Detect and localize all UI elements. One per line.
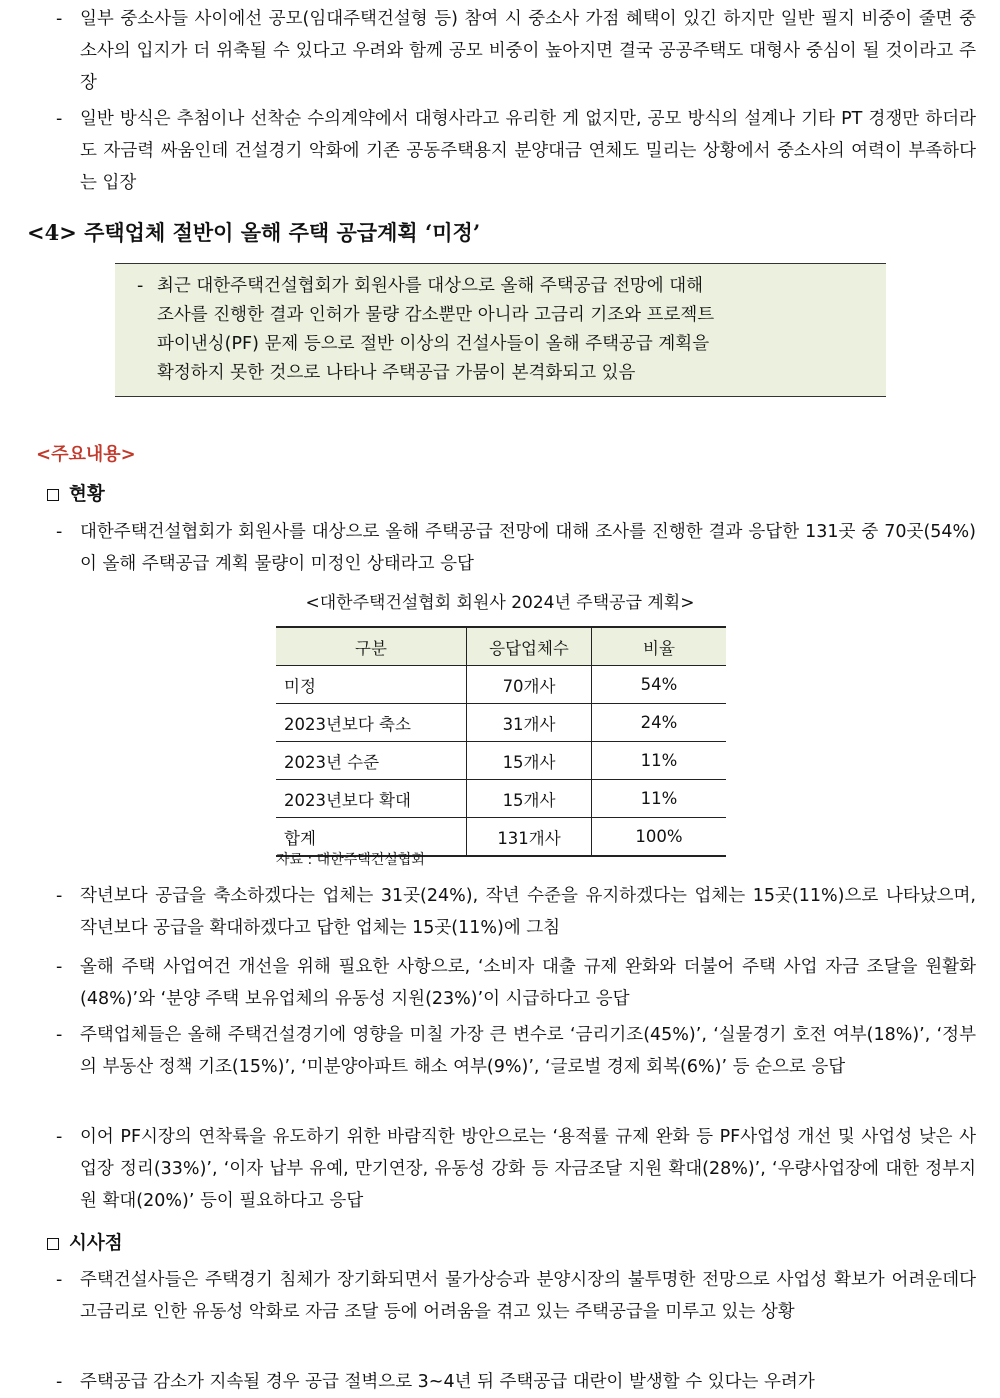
summary-line-4: 확정하지 못한 것으로 나타나 주택공급 가뭄이 본격화되고 있음 <box>157 363 636 383</box>
table-cell: 54% <box>592 666 727 704</box>
table-row <box>276 666 726 704</box>
table-cell: 131개사 <box>467 818 592 857</box>
table-header-row <box>276 627 726 666</box>
status-bullet-3 <box>56 1019 976 1083</box>
bullet-text: 작년보다 공급을 축소하겠다는 업체는 31곳(24%), 작년 수준을 유지하겠다는 업체는 15곳(11%)으로 나타났으며, 작년보다 공급을 확대하겠다고 답한 업체는 15곳(11%)에 그침 <box>80 886 976 938</box>
bullet-dash: - <box>137 276 144 296</box>
table-row <box>276 780 726 818</box>
table-cell: 미정 <box>276 666 467 704</box>
table-row <box>276 742 726 780</box>
table-cell: 100% <box>592 818 727 857</box>
main-content-label: <주요내용> <box>36 444 136 465</box>
status-bullet-2 <box>56 951 976 1015</box>
top-bullet-1 <box>56 3 976 99</box>
bullet-text: 주택건설사들은 주택경기 침체가 장기화되면서 물가상승과 분양시장의 불투명한 전망으로 사업성 확보가 어려운데다 고금리로 인한 유동성 악화로 자금 조달 등에 어려움을 겪고 있는 주택공급을 미루고 있는 상황 <box>80 1270 976 1322</box>
status-intro-bullet <box>56 516 976 580</box>
implications-bullet-2 <box>56 1366 976 1398</box>
table-cell: 31개사 <box>467 704 592 742</box>
table-header-cell: 구분 <box>276 627 467 666</box>
bullet-text: 일반 방식은 추첨이나 선착순 수의계약에서 대형사라고 유리한 게 없지만, 공모 방식의 설계나 기타 PT 경쟁만 하더라도 자금력 싸움인데 건설경기 악화에 기존 공동주택용지 분양대금 연체도 밀리는 상황에서 중소사의 여력이 부족하다는 입장 <box>80 109 976 193</box>
table-row <box>276 704 726 742</box>
bullet-text: 올해 주택 사업여건 개선을 위해 필요한 사항으로, ‘소비자 대출 규제 완화와 더불어 주택 사업 자금 조달을 원활화(48%)’와 ‘분양 주택 보유업체의 유동성 지원(23%)’이 시급하다고 응답 <box>80 957 976 1009</box>
table-cell: 15개사 <box>467 742 592 780</box>
table-caption: <대한주택건설협회 회원사 2024년 주택공급 계획> <box>305 593 695 613</box>
bullet-text: 주택공급 감소가 지속될 경우 공급 절벽으로 3~4년 뒤 주택공급 대란이 발생할 수 있다는 우려가 <box>80 1372 815 1392</box>
table-source: 자료 : 대한주택건설협회 <box>276 852 425 868</box>
status-bullet-1 <box>56 880 976 944</box>
status-heading: 현황 <box>47 482 105 508</box>
top-bullet-2 <box>56 103 976 199</box>
bullet-dash: - <box>56 522 63 542</box>
table-cell: 2023년보다 확대 <box>276 780 467 818</box>
summary-line-1: - 최근 대한주택건설협회가 회원사를 대상으로 올해 주택공급 전망에 대해 <box>137 272 866 301</box>
table-cell: 2023년보다 축소 <box>276 704 467 742</box>
table-cell: 15개사 <box>467 780 592 818</box>
bullet-dash: - <box>56 9 63 29</box>
bullet-dash: - <box>56 957 63 977</box>
checkbox-square-icon <box>47 1238 59 1250</box>
bullet-dash: - <box>56 1372 63 1392</box>
bullet-text: 주택업체들은 올해 주택건설경기에 영향을 미칠 가장 큰 변수로 ‘금리기조(45%)’, ‘실물경기 호전 여부(18%)’, ‘정부의 부동산 정책 기조(15%)’, ‘미분양아파트 해소 여부(9%)’, ‘글로벌 경제 회복(6%)’ 등 순으로 응답 <box>80 1025 976 1077</box>
bullet-text: 대한주택건설협회가 회원사를 대상으로 올해 주택공급 전망에 대해 조사를 진행한 결과 응답한 131곳 중 70곳(54%)이 올해 주택공급 계획 물량이 미정인 상태라고 응답 <box>80 522 976 574</box>
table-cell: 2023년 수준 <box>276 742 467 780</box>
bullet-dash: - <box>56 1270 63 1290</box>
table-cell: 11% <box>592 742 727 780</box>
section-title: <4> 주택업체 절반이 올해 주택 공급계획 ‘미정’ <box>27 220 481 245</box>
implications-bullet-1 <box>56 1264 976 1328</box>
table-cell: 24% <box>592 704 727 742</box>
bullet-text: 이어 PF시장의 연착륙을 유도하기 위한 바람직한 방안으로는 ‘용적률 규제 완화 등 PF사업성 개선 및 사업성 낮은 사업장 정리(33%)’, ‘이자 납부 유예, 만기연장, 유동성 강화 등 자금조달 지원 확대(28%)’, ‘우량사업장에 대한 정부지원 확대(20%)’ 등이 필요하다고 응답 <box>80 1127 976 1211</box>
supply-plan-table <box>276 626 726 857</box>
checkbox-square-icon <box>47 489 59 501</box>
table-header-cell: 비율 <box>592 627 727 666</box>
summary-box <box>115 263 886 397</box>
bullet-dash: - <box>56 886 63 906</box>
table-cell: 11% <box>592 780 727 818</box>
bullet-dash: - <box>56 109 63 129</box>
implications-heading: 시사점 <box>47 1231 123 1257</box>
status-bullet-4 <box>56 1121 976 1217</box>
bullet-dash: - <box>56 1025 63 1045</box>
table-cell: 70개사 <box>467 666 592 704</box>
summary-line-2: 조사를 진행한 결과 인허가 물량 감소뿐만 아니라 고금리 기조와 프로젝트 <box>157 305 715 325</box>
table-cell: 합계 <box>276 818 467 857</box>
summary-line-3: 파이낸싱(PF) 문제 등으로 절반 이상의 건설사들이 올해 주택공급 계획을 <box>157 334 710 354</box>
table-header-cell: 응답업체수 <box>467 627 592 666</box>
bullet-dash: - <box>56 1127 63 1147</box>
bullet-text: 일부 중소사들 사이에선 공모(임대주택건설형 등) 참여 시 중소사 가점 혜택이 있긴 하지만 일반 필지 비중이 줄면 중소사의 입지가 더 위축될 수 있다고 우려와 함께 공모 비중이 높아지면 결국 공공주택도 대형사 중심이 될 것이라고 주장 <box>80 9 976 93</box>
